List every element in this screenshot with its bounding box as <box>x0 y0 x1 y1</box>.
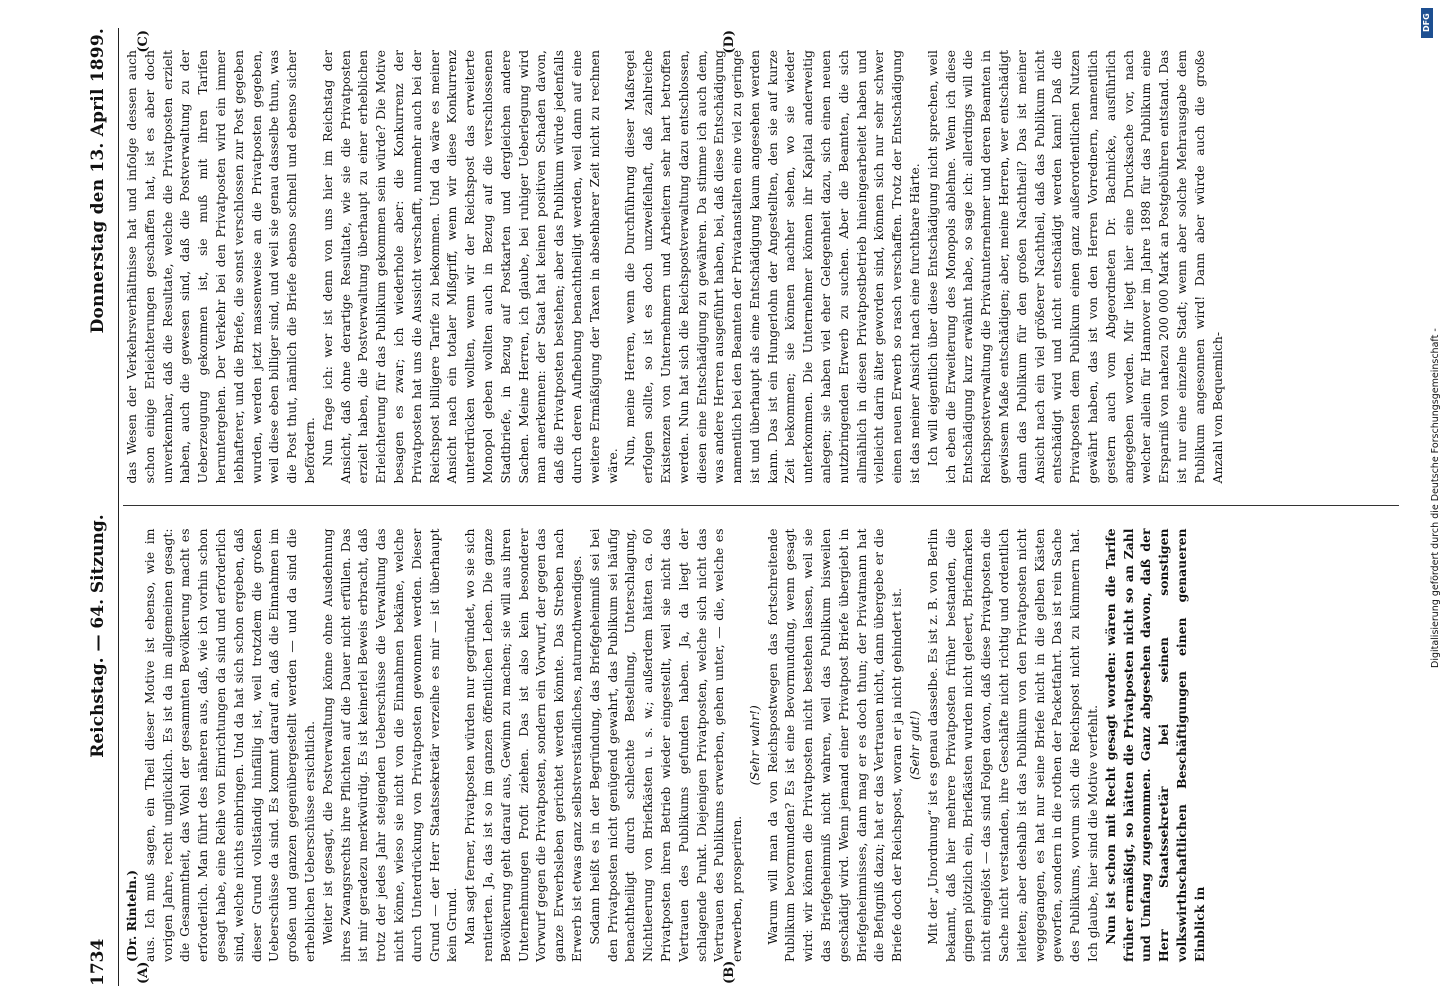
speaker-label: (Dr. Rinteln.) <box>124 869 139 962</box>
page-number: 1734 <box>88 938 108 986</box>
margin-marker-c: (C) <box>136 30 151 53</box>
dfg-logo: DFG <box>1421 8 1433 38</box>
page-title: Reichstag. — 64. Sitzung. <box>88 514 108 758</box>
margin-marker-b: (B) <box>722 960 737 984</box>
session-date: Donnerstag den 13. April 1899. <box>88 28 108 334</box>
paragraph: Warum will man da von Reichspostwegen das fortschreitende Publikum bevormunden? Es ist eine Bevormundung, wenn gesagt wird: wir können die Privatposten nicht bestehen lassen, weil sie das Briefgeheimniß nicht wahren, weil das Publikum bisweilen geschädigt wird. Wenn jemand einer Privatpost Briefe übergiebt in Briefgeheimnisses, dann mag er es doch thun; der Privatmann hat die Befugniß dazu; hat er das Vertrauen nicht, dann übergebe er die Briefe doch der Reichspost, woran er ja nicht gehindert ist. <box>764 528 905 962</box>
interjection: (Sehr wahr!) <box>746 705 762 786</box>
margin-marker-d: (D) <box>722 30 737 54</box>
left-column <box>123 506 1399 987</box>
page-body <box>123 28 1399 986</box>
rotated-page <box>80 10 1400 1000</box>
paragraph: Nun frage ich: wer ist denn von uns hier im Reichstag der Ansicht, daß ohne derartige Resultate, wie sie die Privatposten erzielt haben, die Postverwaltung überhaupt zu einer erheblichen Erleichterung für das Publikum gekommen sein würde? Die Motive besagen es zwar; ich wiederhole aber: die Konkurrenz der Privatposten hat uns die Aussicht verschafft, nunmehr auch bei der Reichspost billigere Tarife zu bekommen. Und da wäre es meiner Ansicht nach ein totaler Mißgriff, wenn wir diese Konkurrenz unterdrücken wollten, wenn wir der Reichspost das erweiterte Monopol geben wollten auch in Bezug auf die verschlossenen Stadtbriefe, in Bezug auf Postkarten und dergleichen andere Sachen. Meine Herren, ich glaube, bei ruhiger Ueberlegung wird man anerkennen: der Staat hat keinen positiven Schaden davon, daß die Privatposten bestehen; aber das Publikum würde jedenfalls durch deren Aufhebung benachtheiligt werden, weil dann auf eine weitere Ermäßigung der Taxen in absehbarer Zeit nicht zu rechnen wäre. <box>319 50 620 484</box>
margin-marker-a: (A) <box>136 961 151 984</box>
right-column <box>123 28 1399 506</box>
paragraph: Ich will eigentlich über diese Entschädigung nicht sprechen, weil ich eben die Erweiterung des Monopols ablehne. Wenn ich diese Entschädigung kurz erwähnt habe, so sage ich: allerdings will die Reichspostverwaltung die Privatunternehmer und deren Beamten in gewissem Maße entschädigen; aber, meine Herren, wer entschädigt dann das Publikum für den großen Nachtheil? Das ist meiner Ansicht nach ein viel größerer Nachtheil, daß das Publikum nicht entschädigt wird und nicht entschädigt werden kann! Daß die Privatposten dem Publikum einen ganz außerordentlichen Nutzen gewährt haben, das ist von den Herren Vorrednern, namentlich gestern auch vom Abgeordneten Dr. Bachnicke, ausführlich angegeben worden. Mir liegt hier eine Drucksache vor, nach welcher allein für Hannover im Jahre 1898 für das Publikum eine Ersparniß von nahezu 200 000 Mark an Postgebühren entstand. Das ist nur eine einzelne Stadt; wenn aber solche Mehrausgabe dem Publikum angesonnen wird! Dann aber würde auch die große Anzahl von Bequemlich- <box>924 50 1225 484</box>
paragraph: Weiter ist gesagt, die Postverwaltung könne ohne Ausdehnung ihres Zwangsrechts ihre Pflichten auf die Dauer nicht erfüllen. Das ist mir geradezu merkwürdig. Es ist keinerlei Beweis erbracht, daß trotz der jedes Jahr steigenden Ueberschüsse die Verwaltung das nicht könne, wieso sie nicht von die Einnahmen bekäme, welche durch Unterdrückung von Privatposten gewonnen werden. Dieser Grund — der Herr Staatssekretär verzeihe es mir — ist überhaupt kein Grund. <box>319 528 460 962</box>
paragraph: das Wesen der Verkehrsverhältnisse hat und infolge dessen auch schon einige Erleichterungen geschaffen hat, ist es aber doch unverkennbar, daß die Resultate, welche die Privatposten erzielt haben, auch die gewesen sind, daß die Postverwaltung zu der Ueberzeugung gekommen ist, sie muß mit ihren Tarifen heruntergehen. Der Verkehr bei den Privatposten wird ein immer lebhafterer, und die Briefe, die sonst verschlossen zur Post gegeben wurden, werden jetzt massenweise an die Privatposten gegeben, weil diese eben billiger sind, und weil sie genau dasselbe thun, was die Post thut, nämlich die Briefe ebenso schnell und ebenso sicher befördern. <box>124 50 317 484</box>
paragraph: Sodann heißt es in der Begründung, das Briefgeheimniß sei bei den Privatposten nicht genügend gewahrt, das Publikum sei häufig benachtheiligt durch schlechte Bestellung, Unterschlagung, Nichtleerung von Briefkästen u. s. w.; außerdem hätten ca. 60 Privatposten ihren Betrieb wieder eingestellt, weil sie nicht das Vertrauen des Publikums gefunden haben. Ja, da liegt der schlagende Punkt. Diejenigen Privatposten, welche sich nicht das Vertrauen des Publikums erwerben, gehen unter, — die, welche es erwerben, prosperiren. <box>586 528 745 962</box>
interjection: (Sehr gut!) <box>907 710 923 780</box>
paragraph: Man sagt ferner, Privatposten würden nur gegründet, wo sie sich rentierten. Ja, das ist so im ganzen öffentlichen Leben. Die ganze Bevölkerung geht darauf aus, Gewinn zu machen; sie will aus ihren Unternehmungen Profit ziehen. Das ist also kein besonderer Vorwurf gegen die Privatposten, sondern ein Vorwurf, der gegen das ganze Erwerbsleben gerichtet werden könnte. Das Streben nach Erwerb ist etwas ganz selbstverständliches, naturnothwendiges. <box>462 528 584 962</box>
paragraph-bold: Nun ist schon mit Recht gesagt worden: wären die Tarife früher ermäßigt, so hätten die Privatposten nicht so an Zahl und Umfang zugenommen. Ganz abgesehen davon, daß der Herr Staatssekretär bei seinen sonstigen volkswirthschaftlichen Beschäftigungen einen genaueren Einblick in <box>1102 528 1207 962</box>
digitization-credit-text: Digitalisierung gefördert durch die Deutsche Forschungsgemeinschaft - <box>1430 328 1441 668</box>
page-header <box>88 28 119 986</box>
paragraph: aus. Ich muß sagen, ein Theil dieser Motive ist ebenso, wie im vorigen Jahre, recht unglücklich. Es ist da im allgemeinen gesagt: die Gesammtheit, das Wohl der gesammten Bevölkerung macht es erforderlich. Man führt des näheren aus, daß, wie ich vorhin schon gesagt habe, eine Reihe von Einrichtungen da sind und erforderlich sind, welche nichts einbringen. Und da hat sich schon ergeben, daß dieser Grund vollständig hinfällig ist, weil trotzdem die großen Ueberschüsse da sind. Es kommt darauf an, daß die Einnahmen im großen und ganzen gegenübergestellt werden — und da sind die erheblichen Ueberschüsse ersichtlich. <box>141 528 317 962</box>
paragraph: Nun, meine Herren, wenn die Durchführung dieser Maßregel erfolgen sollte, so ist es doch unzweifelhaft, daß zahlreiche Existenzen von Unternehmern und Arbeitern sehr hart betroffen werden. Nun hat sich die Reichspostverwaltung dazu entschlossen, diesen eine Entschädigung zu gewähren. Da stimme ich auch dem, was andere Herren ausgeführt haben, bei, daß diese Entschädigung namentlich bei den Beamten der Privatanstalten eine viel zu geringe ist und überhaupt als eine Entschädigung kaum angesehen werden kann. Das ist ein Hungerlohn der Angestellten, den sie auf kurze Zeit bekommen; sie können nachher sehen, wo sie wieder unterkommen. Die Unternehmer können ihr Kapital anderweitig anlegen; sie haben viel eher Gelegenheit dazu, sich einen neuen nutzbringenden Erwerb zu suchen. Aber die Beamten, die sich allmählich in diesen Privatpostbetrieb hineingearbeitet haben und vielleicht darin älter geworden sind, können sich nur sehr schwer einen neuen Erwerb so rasch verschaffen. Trotz der Entschädigung ist das meiner Ansicht nach eine furchtbare Härte. <box>622 50 923 484</box>
paragraph: Mit der „Unordnung“ ist es genau dasselbe. Es ist z. B. von Berlin bekannt, daß hier mehrere Privatposten früher bestanden, die gingen plötzlich ein, Briefkästen wurden nicht geleert, Briefmarken nicht eingelöst — das sind Folgen davon, daß diese Privatposten die Sache nicht verstanden, ihre Geschäfte nicht richtig und ordentlich leiteten; aber deshalb ist das Publikum von den Privatposten nicht weggegangen, es hat nur seine Briefe nicht in die gelben Kästen geworfen, sondern in die rothen der Packetfahrt. Das ist rein Sache des Publikums, worum sich die Reichspost nicht zu kümmern hat. Ich glaube, hier sind die Motive verfehlt. <box>924 528 1101 962</box>
digitization-credit <box>1418 8 1441 668</box>
